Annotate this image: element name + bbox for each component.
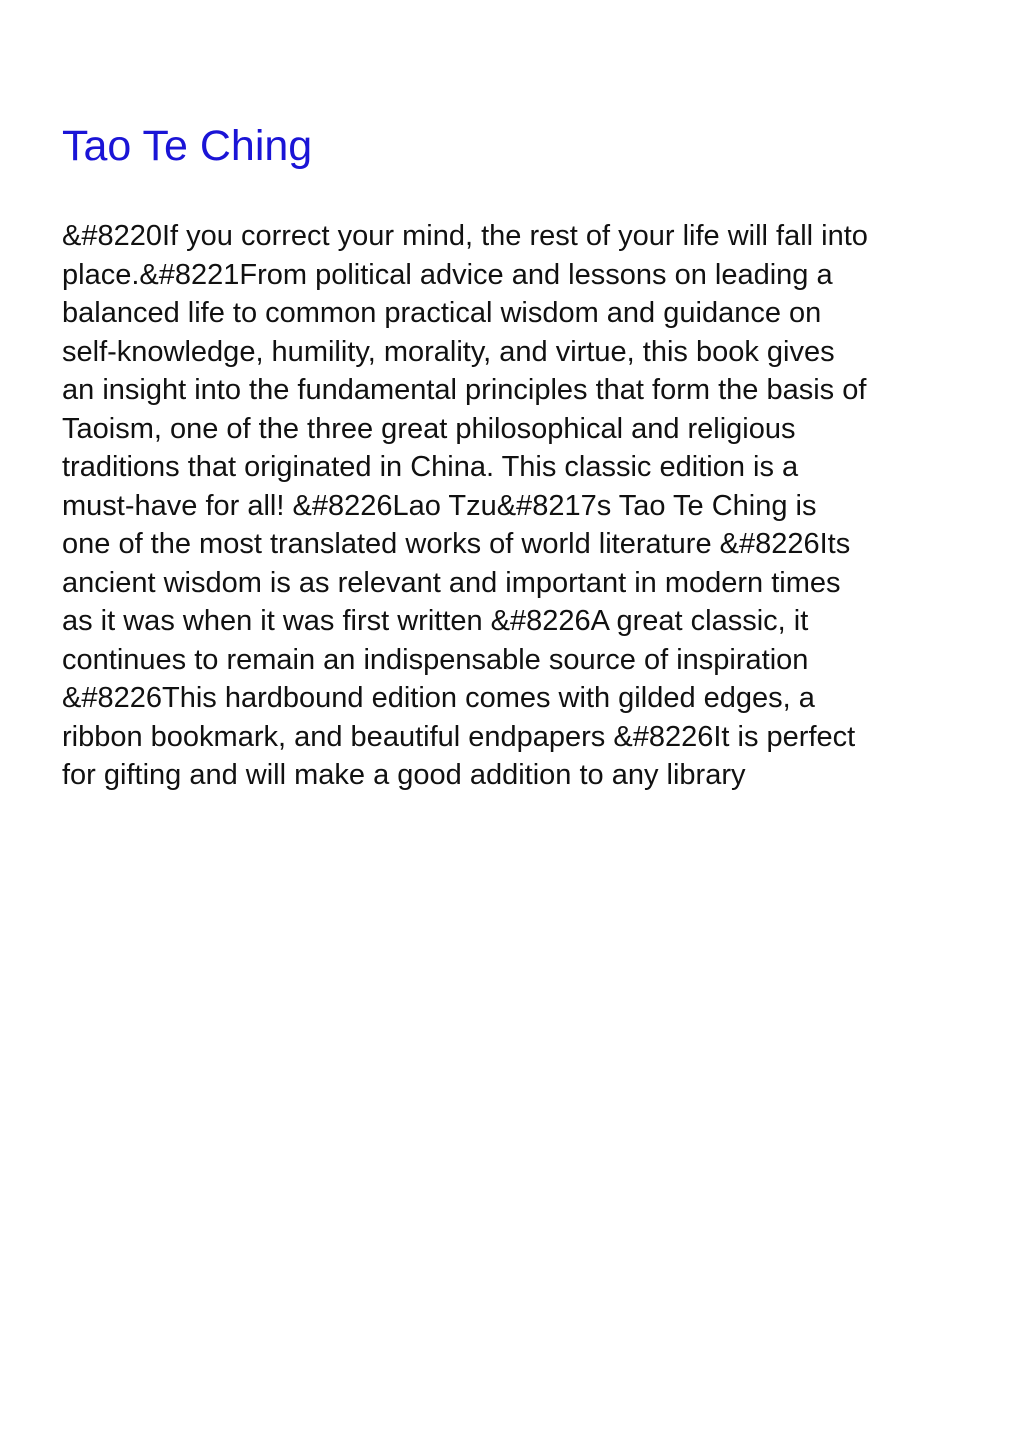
body-line: traditions that originated in China. This classic edition is a	[62, 451, 799, 483]
body-line: balanced life to common practical wisdom and guidance on	[62, 297, 822, 329]
document-title: Tao Te Ching	[62, 122, 313, 170]
body-line: &#8226This hardbound edition comes with gilded edges, a	[62, 682, 815, 714]
body-line: as it was when it was first written &#8226A great classic, it	[62, 605, 809, 637]
body-line: continues to remain an indispensable source of inspiration	[62, 643, 809, 676]
body-line: self-knowledge, humility, morality, and virtue, this book gives	[62, 335, 835, 368]
body-line: &#8220If you correct your mind, the rest of your life will fall into	[62, 220, 868, 252]
body-line: ancient wisdom is as relevant and important in modern times	[62, 566, 841, 599]
body-line: place.&#8221From political advice and lessons on leading a	[62, 258, 833, 291]
body-line: an insight into the fundamental principles that form the basis of	[62, 374, 867, 406]
body-line: ribbon bookmark, and beautiful endpapers &#8226It is perfect	[62, 720, 856, 753]
body-line: one of the most translated works of world literature &#8226Its	[62, 528, 851, 560]
body-line: must-have for all! &#8226Lao Tzu&#8217s Tao Te Ching is	[62, 489, 817, 522]
body-line: for gifting and will make a good addition to any library	[62, 759, 746, 791]
document-body	[62, 217, 868, 795]
body-line: Taoism, one of the three great philosophical and religious	[62, 412, 796, 445]
